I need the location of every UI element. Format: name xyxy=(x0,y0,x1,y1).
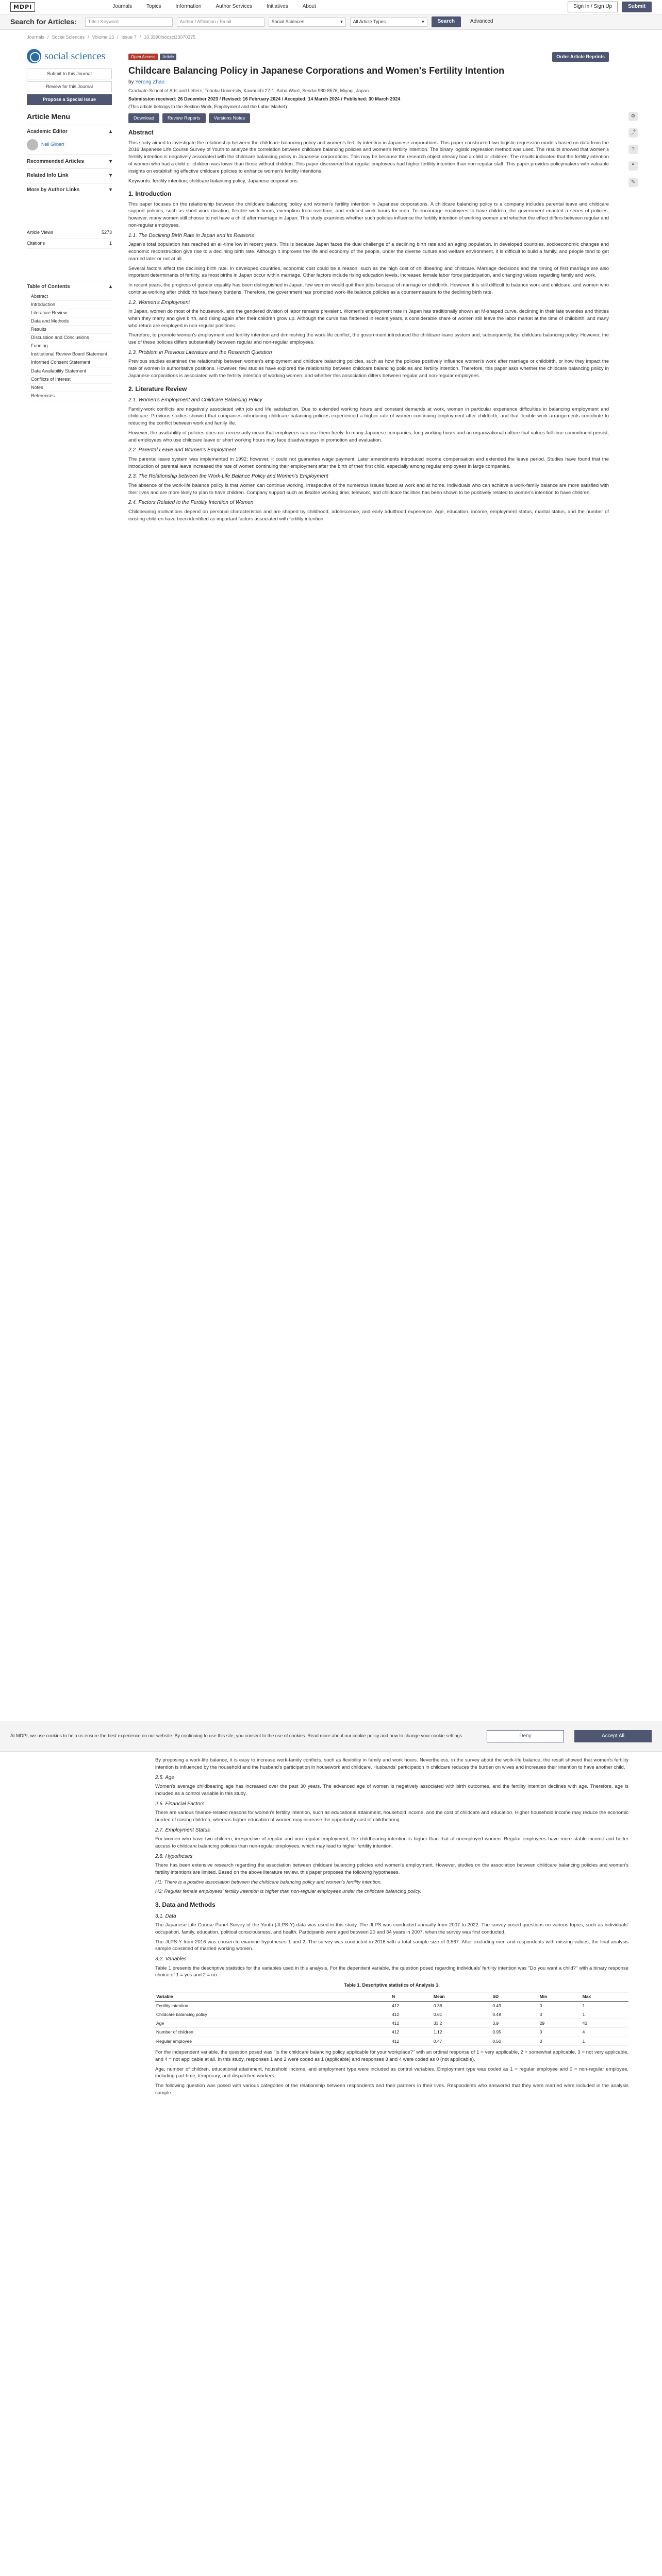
propose-special-issue-button[interactable]: Propose a Special Issue xyxy=(27,94,112,105)
table-cell: 1 xyxy=(582,2037,628,2045)
subsection-heading: 2.2. Parental Leave and Women's Employment xyxy=(128,447,236,453)
section-heading: 3. Data and Methods xyxy=(155,1901,216,1909)
journal-select-value: Social Sciences xyxy=(271,19,305,24)
spacer xyxy=(27,249,112,280)
subsection-heading: 1.2. Women's Employment xyxy=(128,299,190,306)
menu-link-label: Related Info Link xyxy=(27,173,69,179)
journal-name: social sciences xyxy=(44,50,106,62)
toc-item[interactable]: Introduction xyxy=(27,301,112,309)
subsection-heading: 2.7. Employment Status xyxy=(155,1827,210,1833)
paragraph: There are various finance-related reasons for women's fertility intention, such as educational attainment, household income, and the cost of childcare and education. Higher household income may reduce the economic burden of raising children, whereas higher education of women may increase the opportunity cost of childbearing. xyxy=(155,1810,628,1823)
hypothesis: H2: Regular female employees' fertility intention is higher than non-regular employees under the childcare balancing policy. xyxy=(155,1889,421,1895)
search-button[interactable]: Search xyxy=(432,16,461,27)
author-input[interactable]: Author / Affiliation / Email xyxy=(177,18,264,27)
chevron-down-icon: ▾ xyxy=(340,19,343,24)
table-cell: 4 xyxy=(582,2028,628,2037)
paragraph: Previous studies examined the relationship between women's employment and childcare balancing policies, such as how the policies positively influence women's work after marriage or childbirth, or how they impact the rate of women in authoritative positions. However, few studies have explored the relationship between childcare balancing policies and fertility intention. Therefore, this paper asks whether the childcare balancing policy in Japanese corporations is associated with the fertility intention of working women, and whether this association differs between regular and non-regular employees. xyxy=(128,359,609,379)
subsection-heading: 1.3. Problem in Previous Literature and the Research Question xyxy=(128,349,272,355)
spacer xyxy=(27,197,112,228)
section-heading: 1. Introduction xyxy=(128,190,172,198)
paragraph: However, the availability of policies does not necessarily mean that employees can use them freely. In many Japanese companies, long working hours and an organizational culture that values full-time commitment persist, and employees who use childcare leave or short working hours may face disadvantages in promotion and evaluation. xyxy=(128,430,609,443)
nav-topics[interactable]: Topics xyxy=(146,4,161,10)
table-cell: 3.9 xyxy=(491,2019,538,2028)
table-cell: 0.61 xyxy=(433,2010,491,2019)
section-heading: Abstract xyxy=(128,129,154,137)
table-caption: Table 1. Descriptive statistics of Analysis 1. xyxy=(344,1982,440,1988)
academic-editor-section xyxy=(27,125,112,155)
submit-to-journal-button[interactable]: Submit to this Journal xyxy=(27,69,112,79)
table-cell: 1 xyxy=(582,2010,628,2019)
page-layout xyxy=(0,45,662,525)
chevron-up-icon[interactable]: ▴ xyxy=(109,283,112,290)
discussion-icon[interactable]: ✎ xyxy=(628,178,638,187)
subsection-heading: 1.1. The Declining Birth Rate in Japan and Its Reasons xyxy=(128,232,254,239)
toc-title: Table of Contents xyxy=(27,283,70,290)
globe-icon xyxy=(27,49,41,63)
subsection-heading: 2.8. Hypotheses xyxy=(155,1853,193,1859)
side-tools xyxy=(628,112,638,187)
chevron-down-icon: ▾ xyxy=(109,173,112,179)
cookie-accept-button[interactable]: Accept All xyxy=(574,1730,652,1743)
table-header: Min xyxy=(539,1992,582,2001)
toc-item[interactable]: Institutional Review Board Statement xyxy=(27,350,112,359)
paragraph: Childbearing motivations depend on personal characteristics and are shaped by childhood, adolescence, and early adulthood experience. Age, education, income, employment status, marital status, and the number of existing children have been identified as important factors associated with fertility intention. xyxy=(128,509,609,522)
affiliation: Graduate School of Arts and Letters, Tohoku University, Kawauchi 27-1, Aoba Ward, Sendai 980-8576, Miyagi, Japan xyxy=(128,88,369,94)
table-cell: 0 xyxy=(539,2010,582,2019)
academic-editor-label: Academic Editor xyxy=(27,129,68,135)
toc-item[interactable]: Conflicts of Interest xyxy=(27,376,112,384)
journal-select[interactable] xyxy=(269,18,346,27)
table-cell: 0 xyxy=(539,2001,582,2010)
table-cell: Age xyxy=(155,2019,391,2028)
table-cell: 33.2 xyxy=(433,2019,491,2028)
crumb-doi: 10.3390/socsci13070375 xyxy=(144,35,196,40)
table-row xyxy=(155,2028,628,2037)
nav-information[interactable]: Information xyxy=(175,4,202,10)
article-buttons xyxy=(128,113,609,123)
left-sidebar xyxy=(27,45,112,525)
article-body-continued xyxy=(148,1757,636,2099)
journal-logo[interactable] xyxy=(27,49,112,63)
share-icon[interactable]: ⤴ xyxy=(628,128,638,138)
paragraph: The JLPS-Y from 2016 was chosen to examine hypotheses 1 and 2. The survey was conducted in 2016 with a total sample size of 3,567. After excluding men and respondents with missing values, the final analysis sample consisted of married working women. xyxy=(155,1939,628,1952)
paragraph: In Japan, women do most of the housework, and the gendered division of labor remains prevalent. Women's employment rate in Japan has traditionally shown an M-shaped curve, declining in their late twenties and thirties when they marry and give birth, and rising again after their children grow up. Although the curve has flattened in recent years, a considerable share of women still leave the labor market at the time of childbirth, and many who return are employed in non-regular positions. xyxy=(128,309,609,329)
review-reports-button[interactable]: Review Reports xyxy=(162,113,206,123)
search-bar xyxy=(0,14,662,30)
nav-journals[interactable]: Journals xyxy=(112,4,133,10)
article-body xyxy=(121,45,616,522)
toc-item[interactable]: Discussion and Conclusions xyxy=(27,334,112,342)
chevron-down-icon: ▾ xyxy=(422,19,424,24)
subsection-heading: 3.2. Variables xyxy=(155,1956,187,1962)
toc-item[interactable]: Data and Methods xyxy=(27,317,112,326)
crumb-issue[interactable]: Issue 7 xyxy=(121,35,137,40)
article-citations xyxy=(27,239,112,249)
paragraph: The following question was posed with various categories of the relationship between respondents and their partners in their lives. Respondents who answered that they were married were included in the analysis sample. xyxy=(155,2083,628,2096)
toc-item[interactable]: References xyxy=(27,392,112,400)
cookie-deny-button[interactable]: Deny xyxy=(487,1730,564,1743)
section-note: (This article belongs to the Section Work, Employment and the Labor Market) xyxy=(128,104,287,110)
paragraph: In recent years, the progress of gender equality has been distinguished in Japan; few women would quit their jobs because of marriage or childbirth. However, it is still difficult to balance work and childcare, and women who continue working after childbirth face heavy burdens. Therefore, the government has promoted work-life balance policies as a countermeasure to the declining birth rate. xyxy=(128,282,609,295)
table-row xyxy=(155,2010,628,2019)
crumb-journal[interactable]: Social Sciences xyxy=(52,35,85,40)
descriptive-table xyxy=(155,1992,628,2046)
subsection-heading: 2.3. The Relationship between the Work-Life Balance Policy and Women's Employment xyxy=(128,473,328,480)
author-line xyxy=(128,79,609,87)
paragraph: Table 1 presents the descriptive statistics for the variables used in this analysis. For the dependent variable, the question posed regarding individuals' fertility intention was "Do you want a child?" with a binary response choice of 1 = yes and 2 = no. xyxy=(155,1965,628,1978)
citations-label: Citations xyxy=(27,240,45,246)
open-access-badge: Open Access xyxy=(128,54,158,61)
toc-item[interactable]: Abstract xyxy=(27,293,112,301)
paragraph: This paper focuses on the relationship between the childcare balancing policy and women's fertility intention in Japanese corporations. A childcare balancing policy is a company includes parental leave and childcare support policies, such as short work duration, flexible work hours, exemption from overtime, and reduced work hours for men. To encourage employees to have children, the government enacted a series of policies; however, many women still choose to not have a child after marriage in Japan. This study examines whether such policies influence the fertility intention of working women and whether the effect differs between regular and non-regular employees. xyxy=(128,201,609,228)
paragraph: Women's average childbearing age has increased over the past 30 years. The advanced age of women is negatively associated with birth outcomes, and the fertility intention declines with age. Therefore, age is included as a control variable in this study. xyxy=(155,1784,628,1797)
table-header: N xyxy=(391,1992,433,2001)
table-cell: 412 xyxy=(391,2001,433,2010)
table-cell: Fertility intention xyxy=(155,2001,391,2010)
table-cell: 1 xyxy=(582,2001,628,2010)
top-bar xyxy=(0,0,662,14)
paragraph: Family-work conflicts are negatively associated with job and life satisfaction. Due to extended working hours and constant demands at work, women in particular experience difficulties in balancing employment and childcare. Previous studies showed that companies introducing childcare balancing policies experienced a higher rate of women continuing employment after childbirth, and that flexible work arrangements contribute to reducing the conflict between work and family life. xyxy=(128,406,609,427)
article-header xyxy=(128,52,609,62)
menu-link-related[interactable] xyxy=(27,168,112,183)
toc-item[interactable]: Notes xyxy=(27,384,112,392)
table-row xyxy=(155,2001,628,2010)
menu-link-more-by-author[interactable] xyxy=(27,183,112,197)
chevron-down-icon: ▾ xyxy=(109,187,112,193)
article-views xyxy=(27,228,112,238)
table-cell: 0.49 xyxy=(491,2010,538,2019)
menu-link-label: More by Author Links xyxy=(27,187,80,193)
table-cell: 0 xyxy=(539,2037,582,2045)
table-header: Variable xyxy=(155,1992,391,2001)
help-icon[interactable]: ? xyxy=(628,145,638,154)
article-type-value: All Article Types xyxy=(353,19,386,24)
paragraph: Japan's total population has reached an all-time low in recent years. This is because Japan faces the dual challenge of a declining birth rate and an aging population. In developed countries, socioeconomic changes and economic reconstruction give rise to a declining birth rate. Although it improves the life and economy of the people, under the diverse culture and welfare environment, it is difficult to build a family, and people tend to get married later or not at all. xyxy=(128,242,609,262)
subsection-heading: 2.5. Age xyxy=(155,1774,174,1781)
table-cell: 0.47 xyxy=(433,2037,491,2045)
paragraph: The absence of the work-life balance policy is that women can continue working, irrespective of the numerous issues faced at work and at home. Individuals who can achieve a work-family balance are more satisfied with their lives and are more likely to plan to have children. Company support such as flexible working time, telework, and childcare facilities has been shown to be positively related to women's intention to have children. xyxy=(128,482,609,496)
nav-author-services[interactable]: Author Services xyxy=(216,4,253,10)
paragraph: There has been extensive research regarding the association between childcare balancing policies and women's employment. However, studies on the association between childcare balancing policies and women's fertility intentions are limited. Based on the above literature review, this paper proposes the following hypotheses. xyxy=(155,1862,628,1875)
quote-icon[interactable]: ❝ xyxy=(628,161,638,171)
table-cell: 43 xyxy=(582,2019,628,2028)
table-cell: 0.49 xyxy=(491,2001,538,2010)
chevron-down-icon: ▾ xyxy=(109,158,112,164)
toc-item[interactable]: Results xyxy=(27,326,112,334)
section-heading: 2. Literature Review xyxy=(128,385,187,393)
article-menu-title: Article Menu xyxy=(27,112,71,121)
article-dates: Submission received: 26 December 2023 / Revised: 16 February 2024 / Accepted: 14 March 2024 / Published: 30 March 2024 xyxy=(128,96,401,102)
search-label: Search for Articles: xyxy=(10,18,77,26)
title-keyword-input[interactable]: Title / Keyword xyxy=(85,18,173,27)
nav-initiatives[interactable]: Initiatives xyxy=(267,4,288,10)
menu-link-label: Recommended Articles xyxy=(27,158,84,164)
hypothesis: H1: There is a positive association between the childcare balancing policy and women's fertility intention. xyxy=(155,1879,382,1885)
paragraph: For women who have two children, irrespective of regular and non-regular employment, the childbearing intention is higher than that of unemployed women. Regular employees have more stable income and better access to childcare balancing policies than non-regular employees, which may lead to higher fertility intention. xyxy=(155,1836,628,1849)
top-right xyxy=(568,2,652,12)
table-cell: Regular employee xyxy=(155,2037,391,2045)
paragraph: Therefore, to promote women's employment and fertility intention and diminishing the work-life conflict, the government introduced the childcare leave system and, subsequently, the childcare balancing policy. However, the use of these policies differs substantially between regular and non-regular employees. xyxy=(128,332,609,346)
keywords: Keywords: fertility intention; childcare balancing policy; Japanese corporations xyxy=(128,178,297,184)
citations-count: 1 xyxy=(109,240,112,246)
breadcrumb: Journals / Social Sciences / Volume 13 / Issue 7 / 10.3390/socsci13070375 xyxy=(0,30,662,45)
editor-name[interactable]: Neil Gilbert xyxy=(41,142,64,147)
table-cell: 1.12 xyxy=(433,2028,491,2037)
table-header: Max xyxy=(582,1992,628,2001)
paragraph: The Japanese Life Course Panel Survey of the Youth (JLPS-Y) data was used in this study. The JLPS was conducted annually from 2007 to 2022. The survey posed questions on various topics, such as individuals' occupation, family, education, political consciousness, and health. Participants were aged between 20 and 34 years in 2007, when the survey was first conducted. xyxy=(155,1922,628,1935)
article-type-badge: Article xyxy=(160,54,176,61)
article-type-select[interactable] xyxy=(350,18,427,27)
toc-item[interactable]: Informed Consent Statement xyxy=(27,359,112,367)
paragraph: The parental leave system was implemented in 1992; however, it could not guarantee wage payment. Later amendments introduced income compensation and extended the leave period. Studies have found that the introduction of parental leave increased the rate of women continuing their employment after the birth of their first child, especially among regular employees in large companies. xyxy=(128,456,609,469)
views-count: 5273 xyxy=(101,230,112,235)
table-body xyxy=(155,2001,628,2046)
table-cell: 0.50 xyxy=(491,2037,538,2045)
table-cell: 29 xyxy=(539,2019,582,2028)
article-main xyxy=(121,45,636,525)
paragraph: Several factors affect the declining birth rate. In developed countries, economic cost could be a reason, such as the high cost of childbearing and childcare. Marriage decisions and the timing of first marriage are also important determinants of fertility, as most births in Japan occur within marriage. Other factors include rising education levels, increased female labor force participation, and changing values regarding family and work. xyxy=(128,265,609,279)
advanced-search-link[interactable]: Advanced xyxy=(470,19,493,25)
subsection-heading: 2.4. Factors Related to the Fertility Intention of Women xyxy=(128,500,254,506)
subsection-heading: 2.1. Women's Employment and Childcare Balancing Policy xyxy=(128,397,262,403)
author-link[interactable]: Yerong Zhao xyxy=(135,79,165,85)
article-title: Childcare Balancing Policy in Japanese Corporations and Women's Fertility Intention xyxy=(128,65,505,76)
abstract-text: This study aimed to investigate the relationship between the childcare balancing policy and women's fertility intention in Japanese corporations. This paper constructed two logistic regression models based on data from the 2016 Japanese Life Course Survey of Youth to analyze the correlation between childcare balancing policies and women's fertility intention. The binary logistic regression method was used. The results showed that women's fertility intention is negatively associated with the childcare balancing policy in Japanese corporations. This may be because the research object already had a child or children. The results indicated that the fertility intention of women who had a child or children was lower than those without children. This paper discovered that regular employees had higher fertility intention than non-regular staff. This paper provides policymakers with valuable insights on establishing effective childcare policies to enhance women's fertility intentions. xyxy=(128,140,609,174)
crumb-volume[interactable]: Volume 13 xyxy=(92,35,114,40)
mdpi-logo[interactable]: MDPI xyxy=(10,2,35,12)
table-cell: 412 xyxy=(391,2028,433,2037)
table-cell: Number of children xyxy=(155,2028,391,2037)
chevron-up-icon[interactable]: ▴ xyxy=(109,129,112,135)
download-button[interactable]: Download xyxy=(128,113,159,123)
nav-about[interactable]: About xyxy=(302,4,316,10)
cookie-banner xyxy=(0,1721,662,1752)
toc-item[interactable]: Data Availability Statement xyxy=(27,367,112,376)
paragraph: Age, number of children, educational attainment, household income, and employment type were included as control variables. Employment type was coded as 1 = regular employee and 0 = non-regular employee, including part-time, temporary, and dispatched workers. xyxy=(155,2066,628,2079)
toc-item[interactable]: Literature Review xyxy=(27,309,112,317)
table-header: SD xyxy=(491,1992,538,2001)
table-row xyxy=(155,2037,628,2045)
settings-icon[interactable]: ⚙ xyxy=(628,112,638,121)
table-header: Mean xyxy=(433,1992,491,2001)
table-cell: 412 xyxy=(391,2019,433,2028)
table-cell: 412 xyxy=(391,2037,433,2045)
subsection-heading: 2.6. Financial Factors xyxy=(155,1801,205,1807)
table-of-contents xyxy=(27,280,112,403)
crumb-journals[interactable]: Journals xyxy=(27,35,45,40)
table-row xyxy=(155,2019,628,2028)
review-for-journal-button[interactable]: Review for this Journal xyxy=(27,81,112,92)
avatar xyxy=(27,139,38,150)
table-cell: 0.38 xyxy=(433,2001,491,2010)
top-nav xyxy=(112,3,316,11)
cookie-text: At MDPI, we use cookies to help us ensure the best experience on our website. By continuing to use this site, you consent to the use of cookies. Read more about our cookie policy and how to change your cookie settings. xyxy=(10,1733,464,1739)
order-reprints-button[interactable]: Order Article Reprints xyxy=(552,52,609,62)
table-cell: 0 xyxy=(539,2028,582,2037)
subsection-heading: 3.1. Data xyxy=(155,1913,176,1919)
by-label: by xyxy=(128,79,134,85)
versions-notes-button[interactable]: Versions Notes xyxy=(209,113,251,123)
toc-item[interactable]: Funding xyxy=(27,342,112,350)
table-cell: 0.95 xyxy=(491,2028,538,2037)
sign-in-button[interactable]: Sign In / Sign Up xyxy=(568,2,618,12)
views-label: Article Views xyxy=(27,230,54,235)
table-header-row xyxy=(155,1992,628,2001)
paragraph: By proposing a work-life balance, it is easy to increase work-family conflicts, such as flexibility in family and work hours. Nevertheless, in the survey about the work-life balance, the result showed that women's fertility intention is influenced by the household and the husband's participation in housework and childcare. Husbands' participation in childcare reduces the burden on wives and increases their intention to have another child. xyxy=(155,1757,628,1770)
table-cell: 412 xyxy=(391,2010,433,2019)
submit-button[interactable]: Submit xyxy=(622,2,652,12)
paragraph: For the independent variable, the question posed was "Is the childcare balancing policy applicable for your workplace?" with an ordinal response of 1 = very applicable, 2 = somewhat applicable, 3 = not very applicable, and 4 = not applicable at all. In this study, responses 1 and 2 were coded as 1 (applicable) and responses 3 and 4 were coded as 0 (not applicable). xyxy=(155,2049,628,2062)
menu-link-recommended[interactable] xyxy=(27,155,112,169)
table-cell: Childcare balancing policy xyxy=(155,2010,391,2019)
